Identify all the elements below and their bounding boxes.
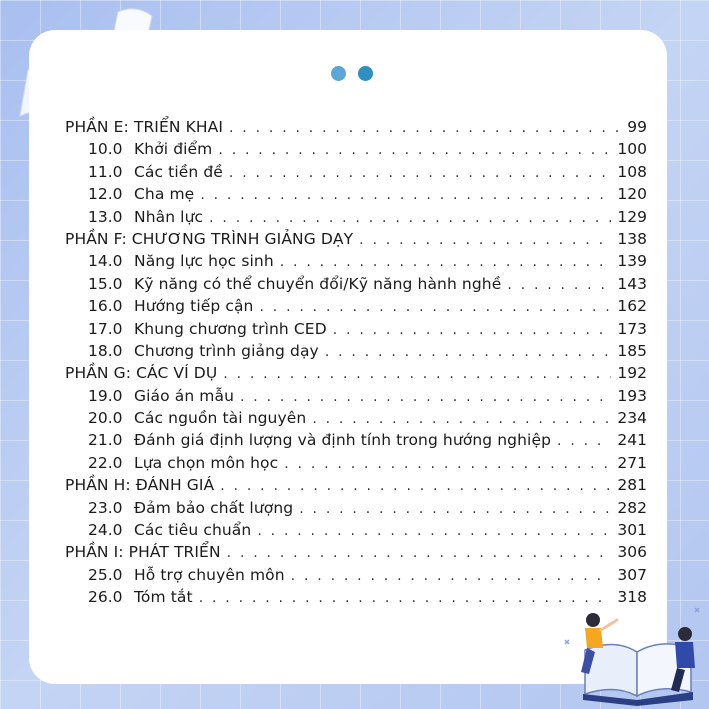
dot-leader bbox=[325, 344, 612, 360]
page-number: 192 bbox=[617, 364, 647, 383]
toc-part-row bbox=[65, 543, 647, 565]
toc-section-row bbox=[65, 185, 647, 207]
section-title: Chương trình giảng dạy bbox=[134, 341, 319, 360]
section-title: Tóm tắt bbox=[134, 588, 193, 607]
section-number: 12.0 bbox=[88, 185, 123, 204]
page-number: 241 bbox=[617, 431, 647, 450]
toc-section-row bbox=[65, 342, 647, 364]
page-number: 282 bbox=[617, 498, 647, 517]
section-title: Các tiền đề bbox=[134, 162, 223, 181]
section-number: 17.0 bbox=[88, 319, 123, 338]
decorative-dots bbox=[331, 66, 373, 81]
dot-leader bbox=[209, 210, 611, 226]
page-number: 193 bbox=[617, 386, 647, 405]
part-title: PHẦN I: PHÁT TRIỂN bbox=[65, 543, 221, 562]
page-number: 139 bbox=[617, 252, 647, 271]
section-title: Khung chương trình CED bbox=[134, 319, 327, 338]
table-of-contents bbox=[65, 118, 647, 611]
section-title: Nhân lực bbox=[134, 207, 204, 226]
dot-leader bbox=[312, 411, 611, 427]
toc-part-row bbox=[65, 118, 647, 140]
toc-section-row bbox=[65, 454, 647, 476]
dot-leader bbox=[240, 389, 611, 405]
section-title: Hướng tiếp cận bbox=[134, 297, 254, 316]
page-number: 173 bbox=[617, 319, 647, 338]
dot-leader bbox=[257, 523, 611, 539]
toc-section-row bbox=[65, 521, 647, 543]
section-title: Đánh giá định lượng và định tính trong hướng nghiệp bbox=[134, 431, 552, 450]
dot-leader bbox=[299, 501, 611, 517]
toc-section-row bbox=[65, 499, 647, 521]
section-number: 22.0 bbox=[88, 453, 123, 472]
page-number: 306 bbox=[617, 543, 647, 562]
section-number: 20.0 bbox=[88, 409, 123, 428]
page-number: 162 bbox=[617, 297, 647, 316]
page-number: 143 bbox=[617, 274, 647, 293]
section-title: Cha mẹ bbox=[134, 185, 195, 204]
toc-part-row bbox=[65, 230, 647, 252]
page-number: 234 bbox=[617, 409, 647, 428]
page-number: 120 bbox=[617, 185, 647, 204]
toc-section-row bbox=[65, 297, 647, 319]
part-title: PHẦN F: CHƯƠNG TRÌNH GIẢNG DẠY bbox=[65, 229, 354, 248]
section-title: Hỗ trợ chuyên môn bbox=[134, 565, 285, 584]
section-number: 24.0 bbox=[88, 521, 123, 540]
page-number: 185 bbox=[617, 341, 647, 360]
dot-leader bbox=[359, 232, 611, 248]
section-number: 25.0 bbox=[88, 565, 123, 584]
section-number: 23.0 bbox=[88, 498, 123, 517]
section-number: 10.0 bbox=[88, 140, 123, 159]
toc-card bbox=[29, 30, 667, 684]
toc-section-row bbox=[65, 409, 647, 431]
page-number: 318 bbox=[617, 588, 647, 607]
dot-leader bbox=[259, 299, 611, 315]
section-number: 19.0 bbox=[88, 386, 123, 405]
dot-leader bbox=[218, 142, 611, 158]
section-number: 14.0 bbox=[88, 252, 123, 271]
part-title: PHẦN E: TRIỂN KHAI bbox=[65, 118, 223, 136]
reading-people-illustration bbox=[545, 590, 709, 709]
dot-leader bbox=[200, 187, 611, 203]
page-number: 129 bbox=[617, 207, 647, 226]
page-number: 307 bbox=[617, 565, 647, 584]
section-title: Lựa chọn môn học bbox=[134, 453, 279, 472]
dot-leader bbox=[220, 478, 611, 494]
section-title: Năng lực học sinh bbox=[134, 252, 274, 271]
section-title: Các nguồn tài nguyên bbox=[134, 409, 307, 428]
section-title: Giáo án mẫu bbox=[134, 386, 234, 405]
toc-section-row bbox=[65, 431, 647, 453]
section-number: 18.0 bbox=[88, 341, 123, 360]
dot-leader bbox=[333, 322, 612, 338]
section-number: 11.0 bbox=[88, 162, 123, 181]
dot-leader bbox=[291, 568, 612, 584]
section-number: 13.0 bbox=[88, 207, 123, 226]
dot-icon bbox=[358, 66, 373, 81]
section-title: Kỹ năng có thể chuyển đổi/Kỹ năng hành nghề bbox=[134, 274, 502, 293]
dot-leader bbox=[284, 456, 611, 472]
dot-leader bbox=[223, 366, 611, 382]
page-number: 271 bbox=[617, 453, 647, 472]
dot-leader bbox=[507, 277, 611, 293]
dot-leader bbox=[229, 165, 611, 181]
section-number: 26.0 bbox=[88, 588, 123, 607]
toc-section-row bbox=[65, 387, 647, 409]
dot-icon bbox=[331, 66, 346, 81]
section-number: 15.0 bbox=[88, 274, 123, 293]
section-title: Đảm bảo chất lượng bbox=[134, 498, 294, 517]
toc-section-row bbox=[65, 566, 647, 588]
section-title: Khởi điểm bbox=[134, 140, 213, 159]
toc-section-row bbox=[65, 320, 647, 342]
page-number: 100 bbox=[617, 140, 647, 159]
dot-leader bbox=[227, 545, 612, 561]
page-number: 301 bbox=[617, 521, 647, 540]
dot-leader bbox=[280, 254, 612, 270]
toc-section-row bbox=[65, 163, 647, 185]
toc-section-row bbox=[65, 208, 647, 230]
toc-part-row bbox=[65, 476, 647, 498]
page-number: 99 bbox=[627, 118, 647, 136]
section-number: 16.0 bbox=[88, 297, 123, 316]
toc-part-row bbox=[65, 364, 647, 386]
toc-section-row bbox=[65, 252, 647, 274]
page-number: 108 bbox=[617, 162, 647, 181]
section-title: Các tiêu chuẩn bbox=[134, 521, 252, 540]
dot-leader bbox=[557, 433, 611, 449]
page-number: 281 bbox=[617, 476, 647, 495]
part-title: PHẦN G: CÁC VÍ DỤ bbox=[65, 364, 218, 383]
part-title: PHẦN H: ĐÁNH GIÁ bbox=[65, 476, 215, 495]
dot-leader bbox=[229, 120, 621, 136]
toc-section-row bbox=[65, 140, 647, 162]
page-number: 138 bbox=[617, 229, 647, 248]
section-number: 21.0 bbox=[88, 431, 123, 450]
toc-section-row bbox=[65, 275, 647, 297]
